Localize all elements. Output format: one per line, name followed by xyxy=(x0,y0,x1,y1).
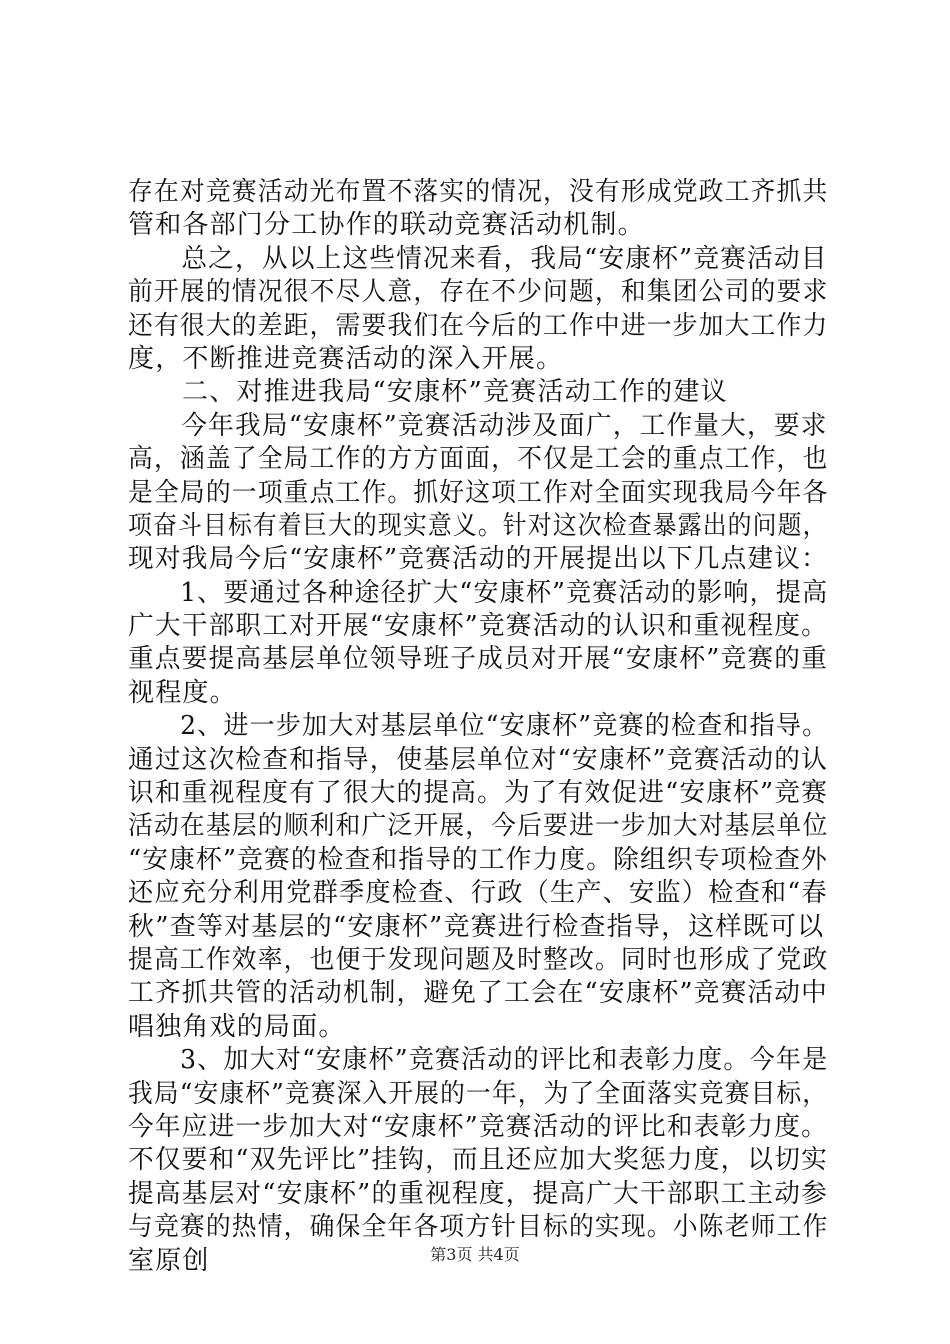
text-line: 我局“安康杯”竞赛深入开展的一年，为了全面落实竞赛目标， xyxy=(128,1078,829,1109)
text-line: 重点要提高基层单位领导班子成员对开展“安康杯”竞赛的重 xyxy=(128,644,828,675)
text-line: 秋”查等对基层的“安康杯”竞赛进行检查指导，这样既可以 xyxy=(128,911,825,942)
text-line: 总之，从以上这些情况来看，我局“安康杯”竞赛活动目 xyxy=(181,243,828,274)
text-line: 还应充分利用党群季度检查、行政（生产、安监）检查和“春 xyxy=(128,878,828,909)
text-line: 二、对推进我局“安康杯”竞赛活动工作的建议 xyxy=(182,377,728,408)
text-line: 高，涵盖了全局工作的方方面面，不仅是工会的重点工作，也 xyxy=(128,444,829,475)
text-line: 提高基层对“安康杯”的重视程度，提高广大干部职工主动参 xyxy=(128,1178,828,1209)
text-line: 现对我局今后“安康杯”竞赛活动的开展提出以下几点建议： xyxy=(128,544,828,575)
text-line: 通过这次检查和指导，使基层单位对“安康杯”竞赛活动的认 xyxy=(128,744,828,775)
text-line: 是全局的一项重点工作。抓好这项工作对全面实现我局今年各 xyxy=(128,477,829,508)
text-line: 今年我局“安康杯”竞赛活动涉及面广，工作量大，要求 xyxy=(181,410,828,441)
text-line: 管和各部门分工协作的联动竞赛活动机制。 xyxy=(128,210,645,241)
text-line: 还有很大的差距，需要我们在今后的工作中进一步加大工作力 xyxy=(128,310,829,341)
text-line: 不仅要和“双先评比”挂钩，而且还应加大奖惩力度，以切实 xyxy=(128,1145,828,1176)
text-line: 唱独角戏的局面。 xyxy=(128,1011,346,1042)
text-line: 2、进一步加大对基层单位“安康杯”竞赛的检查和指导。 xyxy=(180,711,829,742)
page-footer: 第3页 共4页 xyxy=(430,1245,520,1264)
text-line: 提高工作效率，也便于发现问题及时整改。同时也形成了党政 xyxy=(128,944,829,975)
text-line: “安康杯”竞赛的检查和指导的工作力度。除组织专项检查外 xyxy=(128,844,828,875)
text-line: 1、要通过各种途径扩大“安康杯”竞赛活动的影响，提高 xyxy=(180,577,829,608)
text-line: 存在对竞赛活动光布置不落实的情况，没有形成党政工齐抓共 xyxy=(128,177,829,207)
text-line: 与竞赛的热情，确保全年各项方针目标的实现。小陈老师工作 xyxy=(128,1212,829,1243)
text-line: 前开展的情况很不尽人意，存在不少问题，和集团公司的要求 xyxy=(128,277,829,308)
text-line: 3、加大对“安康杯”竞赛活动的评比和表彰力度。今年是 xyxy=(180,1045,829,1076)
text-line: 项奋斗目标有着巨大的现实意义。针对这次检查暴露出的问题， xyxy=(128,510,828,541)
text-line: 广大干部职工对开展“安康杯”竞赛活动的认识和重视程度。 xyxy=(128,611,828,642)
text-line: 今年应进一步加大对“安康杯”竞赛活动的评比和表彰力度。 xyxy=(128,1111,828,1142)
text-line: 度，不断推进竞赛活动的深入开展。 xyxy=(128,343,564,374)
text-line: 视程度。 xyxy=(128,677,237,708)
text-line: 工齐抓共管的活动机制，避免了工会在“安康杯”竞赛活动中 xyxy=(128,978,828,1009)
text-line: 活动在基层的顺利和广泛开展，今后要进一步加大对基层单位 xyxy=(128,811,829,842)
document-body xyxy=(128,176,828,1278)
text-line: 室原创 xyxy=(128,1245,210,1276)
text-line: 识和重视程度有了很大的提高。为了有效促进“安康杯”竞赛 xyxy=(128,778,828,809)
